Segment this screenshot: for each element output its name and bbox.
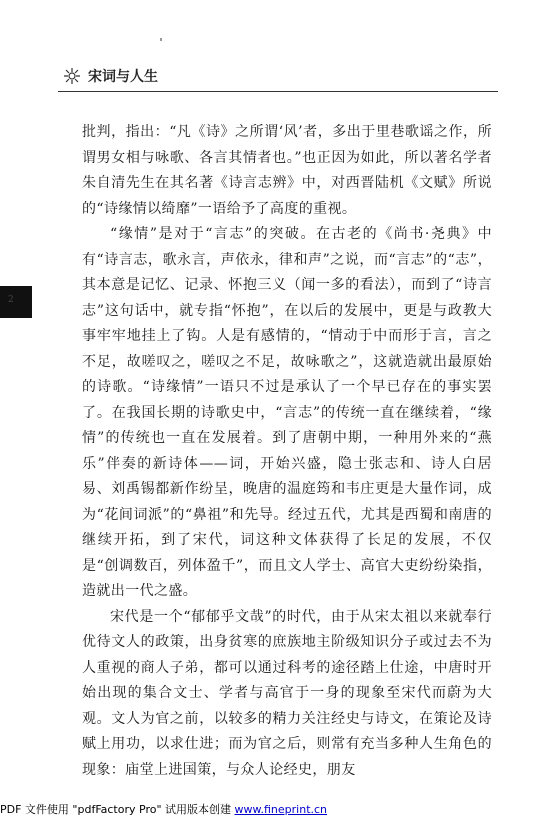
pdf-watermark-footer	[0, 801, 560, 818]
page-edge-tab	[0, 286, 32, 318]
paragraph: “缘情”是对于“言志”的突破。在古老的《尚书·尧典》中有“诗言志，歌永言，声依永，律和声”之说，而“言志”的“志”，其本意是记忆、记录、怀抱三义（闻一多的看法），而到了“诗言志”这句话中，就专指“怀抱”，在以后的发展中，更是与政教大事牢牢地挂上了钩。人是有感情的，“情动于中而形于言，言之不足，故嗟叹之，嗟叹之不足，故咏歌之”，这就造就出最原始的诗歌。“诗缘情”一语只不过是承认了一个早已存在的事实罢了。在我国长期的诗歌史中，“言志”的传统一直在继续着，“缘情”的传统也一直在发展着。到了唐朝中期，一种用外来的“燕乐”伴奏的新诗体——词，开始兴盛，隐士张志和、诗人白居易、刘禹锡都新作纷呈，晚唐的温庭筠和韦庄更是大量作词，成为“花间词派”的“鼻祖”和先导。经过五代，尤其是西蜀和南唐的继续开拓，到了宋代，词这种文体获得了长足的发展，不仅是“创调数百，列体盈千”，而且文人学士、高官大吏纷纷染指，造就出一代之盛。	[82, 226, 492, 599]
page-edge-tab-label: 2	[8, 295, 14, 305]
body-text	[82, 120, 492, 783]
footer-link[interactable]: www.fineprint.cn	[234, 803, 328, 816]
scan-speck	[160, 38, 162, 41]
flower-seal-icon	[62, 67, 82, 85]
running-header	[62, 66, 158, 86]
footer-text: PDF 文件使用 "pdfFactory Pro" 试用版本创建	[0, 803, 235, 816]
header-divider	[58, 91, 498, 92]
paragraph: 宋代是一个“郁郁乎文哉”的时代，由于从宋太祖以来就奉行优待文人的政策，出身贫寒的庶族地主阶级知识分子或过去不为人重视的商人子弟，都可以通过科考的途径踏上仕途，中唐时开始出现的集合文士、学者与高官于一身的现象至宋代而蔚为大观。文人为官之前，以较多的精力关注经史与诗文，在策论及诗赋上用功，以求仕进；而为官之后，则常有充当多种人生角色的现象：庙堂上进国策，与众人论经史，朋友	[82, 608, 492, 778]
header-title: 宋词与人生	[88, 69, 158, 85]
paragraph: 批判，指出：“凡《诗》之所谓‘风’者，多出于里巷歌谣之作，所谓男女相与咏歌、各言其情者也。”也正因为如此，所以著名学者朱自清先生在其名著《诗言志辨》中，对西晋陆机《文赋》所说的“诗缘情以绮靡”一语给予了高度的重视。	[82, 124, 492, 217]
